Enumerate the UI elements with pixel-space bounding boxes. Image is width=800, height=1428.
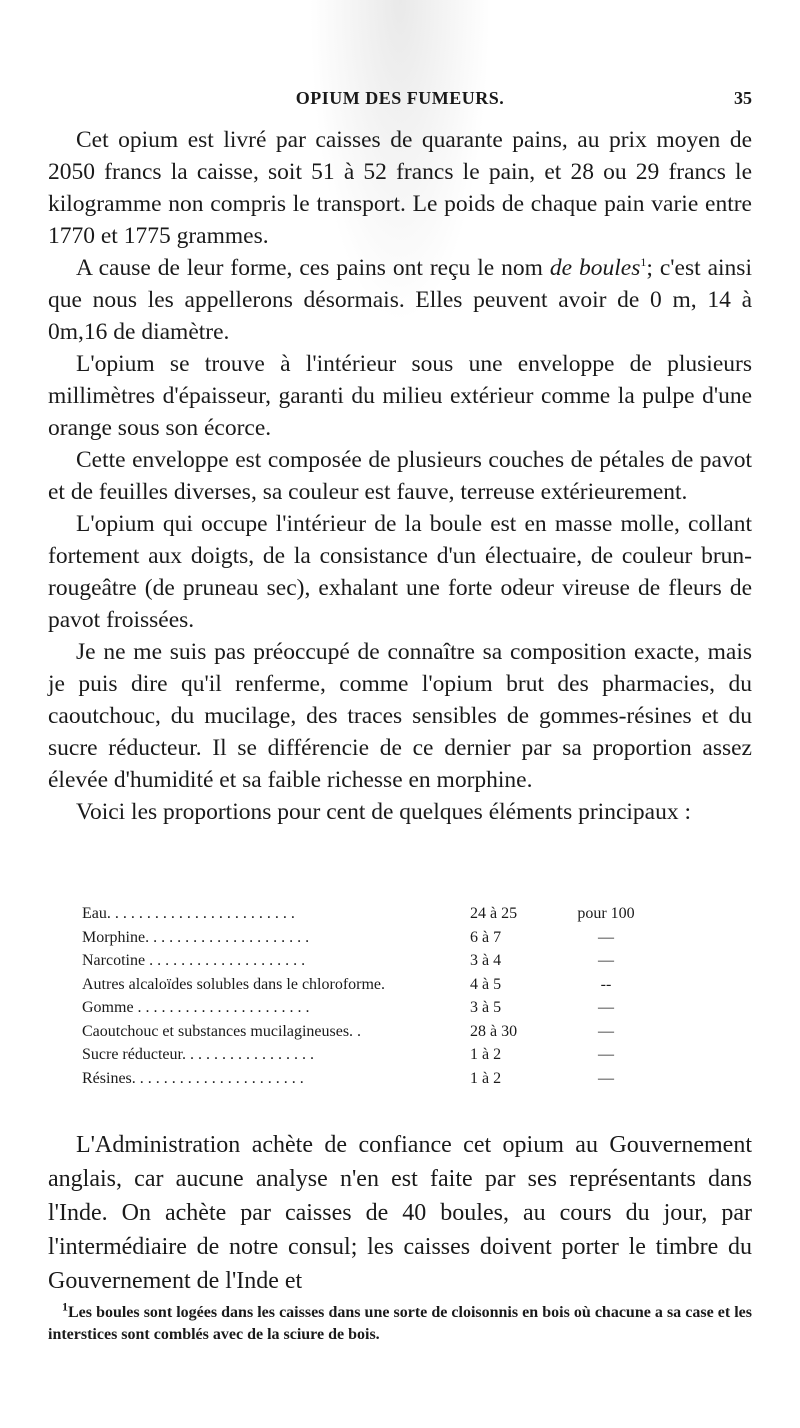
row-label: Eau. . . . . . . . . . . . . . . . . . . . . . . . bbox=[82, 905, 295, 922]
row-value: 3 à 5 bbox=[470, 999, 502, 1016]
table-row bbox=[82, 902, 642, 926]
row-label: Sucre réducteur. . . . . . . . . . . . . . . . . bbox=[82, 1046, 314, 1063]
row-unit: — bbox=[598, 1046, 614, 1063]
row-value: 3 à 4 bbox=[470, 952, 502, 969]
composition-table bbox=[82, 902, 642, 1090]
row-label: Narcotine . . . . . . . . . . . . . . . . . . . . bbox=[82, 952, 306, 969]
term-boules: de boules bbox=[549, 255, 641, 281]
after-table-text bbox=[48, 1128, 752, 1298]
running-title: OPIUM DES FUMEURS. bbox=[295, 88, 505, 108]
table-row bbox=[82, 926, 642, 950]
row-unit: pour 100 bbox=[577, 905, 635, 922]
row-unit: -- bbox=[600, 975, 612, 993]
table-row bbox=[82, 1020, 642, 1044]
body-text bbox=[48, 124, 752, 828]
row-unit: — bbox=[598, 952, 614, 969]
table-row bbox=[82, 1067, 642, 1091]
paragraph-2 bbox=[48, 252, 752, 348]
row-value: 1 à 2 bbox=[470, 1069, 502, 1087]
paragraph-7: Voici les proportions pour cent de quelques éléments principaux : bbox=[76, 799, 691, 825]
row-value: 1 à 2 bbox=[470, 1046, 502, 1063]
paragraph-2-end: ; c'est ainsi que nous les appellerons désormais. Elles peuvent avoir de 0 m, 14 à 0m,16 de diamètre. bbox=[48, 255, 752, 345]
paragraph-3: L'opium se trouve à l'intérieur sous une enveloppe de plusieurs millimètres d'épaisseur, garanti du milieu extérieur comme la pulpe d'une orange sous son écorce. bbox=[48, 351, 752, 441]
row-value: 28 à 30 bbox=[470, 1022, 518, 1040]
paragraph-5: L'opium qui occupe l'intérieur de la boule est en masse molle, collant fortement aux doigts, de la consistance d'un électuaire, de couleur brun-rougeâtre (de pruneau sec), exhalant une forte odeur vireuse de fleurs de pavot froissées. bbox=[48, 511, 752, 633]
row-unit: — bbox=[598, 1069, 614, 1087]
row-unit: — bbox=[598, 999, 614, 1016]
table-row bbox=[82, 996, 642, 1020]
table-row bbox=[82, 949, 642, 973]
footnote bbox=[48, 1299, 752, 1346]
page-number: 35 bbox=[734, 88, 752, 108]
table-row bbox=[82, 1043, 642, 1067]
row-unit: — bbox=[598, 1022, 614, 1040]
footnote-reference: 1 bbox=[640, 255, 647, 270]
footnote-mark: 1 bbox=[62, 1299, 68, 1314]
footnote-body: Les boules sont logées dans les caisses dans une sorte de cloisonnis en bois où chacune a sa case et les interstices sont comblés avec de la sciure de bois. bbox=[48, 1304, 752, 1343]
row-value: 4 à 5 bbox=[470, 975, 502, 993]
paragraph-8: L'Administration achète de confiance cet opium au Gouvernement anglais, car aucune analyse n'en est faite par ses représentants dans l'Inde. On achète par caisses de 40 boules, au cours du jour, par l'intermédiaire de notre consul; les caisses doivent porter le timbre du Gouvernement de l'Inde et bbox=[48, 1132, 752, 1294]
paragraph-6: Je ne me suis pas préoccupé de connaître sa composition exacte, mais je puis dire qu'il renferme, comme l'opium brut des pharmacies, du caoutchouc, du mucilage, des traces sensibles de gommes-résines et du sucre réducteur. Il se différencie de ce dernier par sa proportion assez élevée d'humidité et sa faible richesse en morphine. bbox=[48, 639, 752, 793]
footnote-text bbox=[48, 1299, 752, 1346]
row-value: 6 à 7 bbox=[470, 928, 502, 946]
row-label: Gomme . . . . . . . . . . . . . . . . . . . . . . bbox=[82, 999, 310, 1016]
row-value: 24 à 25 bbox=[470, 905, 518, 922]
row-label: Morphine. . . . . . . . . . . . . . . . . . . . . bbox=[82, 928, 310, 946]
table-row bbox=[82, 973, 642, 997]
row-label: Autres alcaloïdes solubles dans le chloroforme. bbox=[82, 975, 386, 993]
paragraph-1: Cet opium est livré par caisses de quarante pains, au prix moyen de 2050 francs la caisse, soit 51 à 52 francs le pain, et 28 ou 29 francs le kilogramme non compris le transport. Le poids de chaque pain varie entre 1770 et 1775 grammes. bbox=[48, 127, 752, 249]
row-unit: — bbox=[598, 928, 614, 946]
paragraph-2-start: A cause de leur forme, ces pains ont reçu le nom bbox=[76, 255, 550, 281]
row-label: Résines. . . . . . . . . . . . . . . . . . . . . . bbox=[82, 1069, 304, 1087]
row-label: Caoutchouc et substances mucilagineuses. . bbox=[82, 1022, 362, 1040]
paragraph-4: Cette enveloppe est composée de plusieurs couches de pétales de pavot et de feuilles diverses, sa couleur est fauve, terreuse extérieurement. bbox=[48, 447, 752, 505]
page-header bbox=[48, 88, 752, 116]
